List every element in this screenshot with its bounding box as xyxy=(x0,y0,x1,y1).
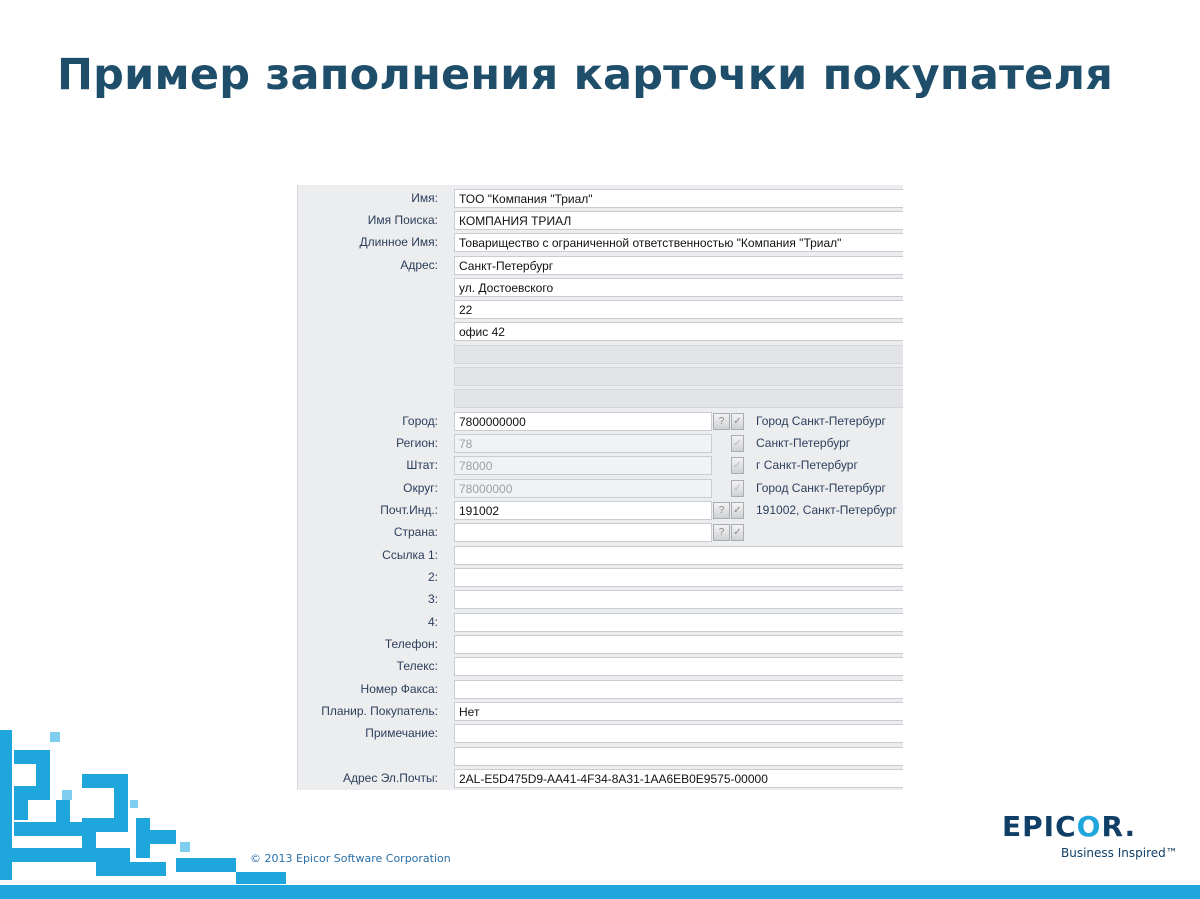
row-country xyxy=(298,521,903,543)
row-state xyxy=(298,454,903,476)
state-label: Штат: xyxy=(406,458,438,472)
telex-label: Телекс: xyxy=(396,659,438,673)
row-link-2 xyxy=(298,566,903,588)
row-district xyxy=(298,477,903,499)
row-address-4 xyxy=(298,320,903,342)
email-label: Адрес Эл.Почты: xyxy=(343,771,438,785)
slide-title: Пример заполнения карточки покупателя xyxy=(57,50,1114,100)
address-line-5[interactable] xyxy=(454,345,903,364)
link-1-field[interactable] xyxy=(454,546,903,565)
address-line-3[interactable]: 22 xyxy=(454,300,903,319)
postal-label: Почт.Инд.: xyxy=(380,503,438,517)
email-field[interactable]: 2AL-E5D475D9-AA41-4F34-8A31-1AA6EB0E9575-00000 xyxy=(454,769,903,788)
fax-label: Номер Факса: xyxy=(360,682,438,696)
region-label: Регион: xyxy=(396,436,438,450)
row-note-2 xyxy=(298,745,903,767)
decorative-pattern xyxy=(0,730,300,890)
planned-customer-label: Планир. Покупатель: xyxy=(321,704,438,718)
row-postal xyxy=(298,499,903,521)
long-name-field[interactable]: Товарищество с ограниченной ответственностью "Компания "Триал" xyxy=(454,233,903,252)
link-2-field[interactable] xyxy=(454,568,903,587)
row-link-4 xyxy=(298,611,903,633)
search-name-label: Имя Поиска: xyxy=(367,213,438,227)
postal-field[interactable]: 191002 xyxy=(454,501,712,520)
row-region xyxy=(298,432,903,454)
link-1-label: Ссылка 1: xyxy=(382,548,438,562)
logo-o: O xyxy=(1076,810,1102,843)
city-label: Город: xyxy=(402,414,438,428)
row-address-3 xyxy=(298,298,903,320)
address-line-1[interactable]: Санкт-Петербург xyxy=(454,256,903,275)
row-fax xyxy=(298,678,903,700)
address-line-6[interactable] xyxy=(454,367,903,386)
country-label: Страна: xyxy=(393,525,438,539)
country-check-icon[interactable]: ✓ xyxy=(731,524,744,541)
district-field[interactable]: 78000000 xyxy=(454,479,712,498)
row-name xyxy=(298,187,903,209)
row-city xyxy=(298,410,903,432)
region-description: Санкт-Петербург xyxy=(756,436,851,450)
epicor-logo xyxy=(1002,810,1136,843)
state-description: г Санкт-Петербург xyxy=(756,458,858,472)
link-4-label: 4: xyxy=(427,615,438,629)
district-description: Город Санкт-Петербург xyxy=(756,481,886,495)
row-address-1 xyxy=(298,254,903,276)
name-field[interactable]: ТОО "Компания "Триал" xyxy=(454,189,903,208)
row-email xyxy=(298,767,903,789)
phone-label: Телефон: xyxy=(384,637,438,651)
customer-card-form xyxy=(297,185,903,790)
row-address-7 xyxy=(298,387,903,409)
logo-prefix: EPIC xyxy=(1002,810,1077,843)
address-line-4[interactable]: офис 42 xyxy=(454,322,903,341)
row-address-6 xyxy=(298,365,903,387)
country-lookup-button[interactable]: ? xyxy=(713,524,730,541)
bottom-accent-bar xyxy=(0,885,1200,899)
link-4-field[interactable] xyxy=(454,613,903,632)
planned-customer-field[interactable]: Нет xyxy=(454,702,903,721)
row-search-name xyxy=(298,209,903,231)
fax-field[interactable] xyxy=(454,680,903,699)
search-name-field[interactable]: КОМПАНИЯ ТРИАЛ xyxy=(454,211,903,230)
country-field[interactable] xyxy=(454,523,712,542)
postal-check-icon[interactable]: ✓ xyxy=(731,502,744,519)
row-planned xyxy=(298,700,903,722)
row-phone xyxy=(298,633,903,655)
postal-lookup-button[interactable]: ? xyxy=(713,502,730,519)
row-note-1 xyxy=(298,722,903,744)
note-field-2[interactable] xyxy=(454,747,903,766)
district-check-icon[interactable]: ✓ xyxy=(731,480,744,497)
long-name-label: Длинное Имя: xyxy=(359,235,438,249)
state-field[interactable]: 78000 xyxy=(454,456,712,475)
name-label: Имя: xyxy=(411,191,438,205)
note-field-1[interactable] xyxy=(454,724,903,743)
telex-field[interactable] xyxy=(454,657,903,676)
region-check-icon[interactable]: ✓ xyxy=(731,435,744,452)
city-description: Город Санкт-Петербург xyxy=(756,414,886,428)
copyright-text: © 2013 Epicor Software Corporation xyxy=(250,852,451,865)
city-field[interactable]: 7800000000 xyxy=(454,412,712,431)
row-long-name xyxy=(298,231,903,253)
row-address-2 xyxy=(298,276,903,298)
link-2-label: 2: xyxy=(427,570,438,584)
city-lookup-button[interactable]: ? xyxy=(713,413,730,430)
address-line-7[interactable] xyxy=(454,389,903,408)
district-label: Округ: xyxy=(403,481,438,495)
link-3-field[interactable] xyxy=(454,590,903,609)
city-check-icon[interactable]: ✓ xyxy=(731,413,744,430)
row-link-3 xyxy=(298,588,903,610)
link-3-label: 3: xyxy=(427,592,438,606)
row-telex xyxy=(298,655,903,677)
address-label: Адрес: xyxy=(400,258,438,272)
phone-field[interactable] xyxy=(454,635,903,654)
logo-tagline: Business Inspired™ xyxy=(1061,846,1178,860)
state-check-icon[interactable]: ✓ xyxy=(731,457,744,474)
address-line-2[interactable]: ул. Достоевского xyxy=(454,278,903,297)
region-field[interactable]: 78 xyxy=(454,434,712,453)
postal-description: 191002, Санкт-Петербург xyxy=(756,503,897,517)
logo-suffix: R. xyxy=(1101,810,1137,843)
note-label: Примечание: xyxy=(365,726,438,740)
row-address-5 xyxy=(298,343,903,365)
row-link-1 xyxy=(298,544,903,566)
